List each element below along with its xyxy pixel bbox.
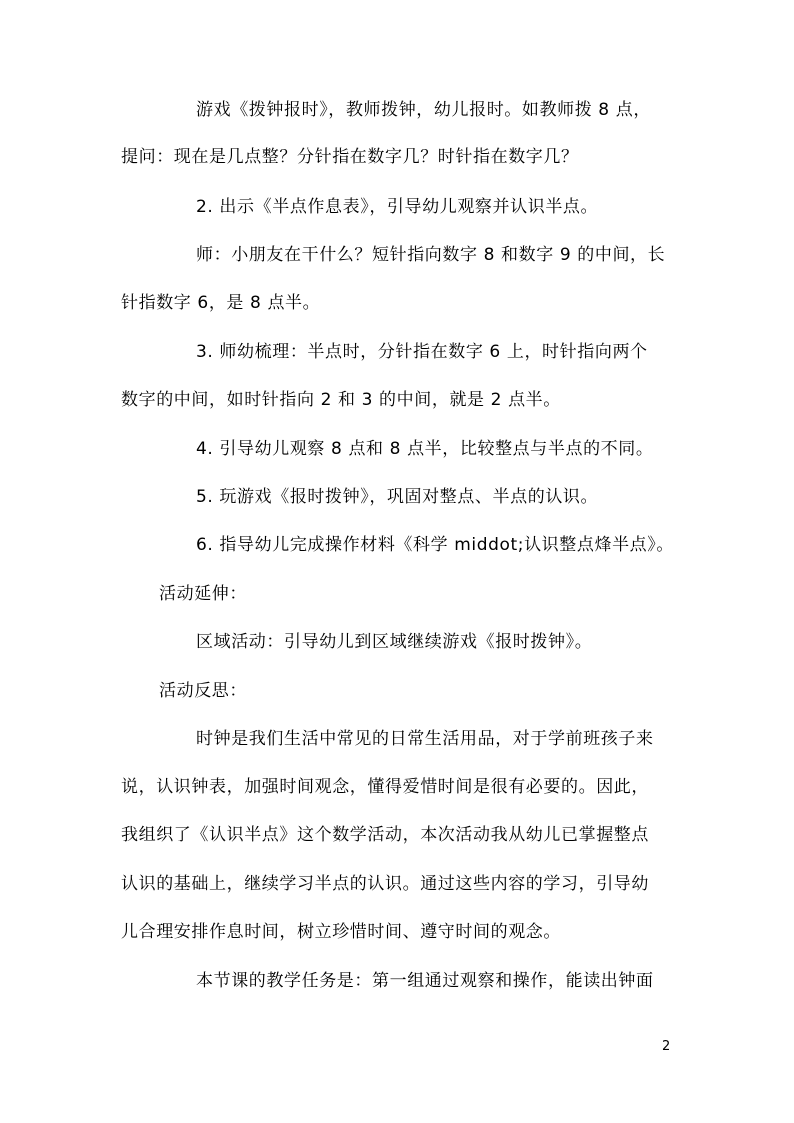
text-line: 我组织了《认识半点》这个数学活动，本次活动我从幼儿已掌握整点 — [121, 825, 649, 845]
text-line: 时钟是我们生活中常见的日常生活用品，对于学前班孩子来 — [196, 729, 654, 749]
text-line: 游戏《拨钟报时》，教师拨钟，幼儿报时。如教师拨 8 点， — [196, 100, 651, 120]
text-line: 说，认识钟表，加强时间观念，懂得爱惜时间是很有必要的。因此， — [121, 777, 649, 797]
text-line: 认识的基础上，继续学习半点的认识。通过这些内容的学习，引导幼 — [121, 874, 649, 894]
text-line: 本节课的教学任务是：第一组通过观察和操作，能读出钟面 — [196, 971, 654, 991]
text-line: 3. 师幼梳理：半点时，分针指在数字 6 上，时针指向两个 — [196, 342, 648, 362]
text-line: 5. 玩游戏《报时拨钟》，巩固对整点、半点的认识。 — [196, 487, 599, 507]
text-line: 儿合理安排作息时间，树立珍惜时间、遵守时间的观念。 — [121, 922, 561, 942]
section-heading: 活动延伸： — [159, 584, 247, 604]
text-line: 针指数字 6，是 8 点半。 — [121, 293, 321, 313]
page-number: 2 — [662, 1039, 671, 1054]
text-line: 区域活动：引导幼儿到区域继续游戏《报时拨钟》。 — [196, 632, 593, 652]
text-line: 4. 引导幼儿观察 8 点和 8 点半，比较整点与半点的不同。 — [196, 439, 654, 459]
section-heading: 活动反思： — [159, 681, 247, 701]
text-line: 数字的中间，如时针指向 2 和 3 的中间，就是 2 点半。 — [121, 390, 561, 410]
text-line: 师：小朋友在干什么？短针指向数字 8 和数字 9 的中间，长 — [196, 245, 666, 265]
text-line: 6. 指导幼儿完成操作材料《科学 middot;认识整点烽半点》。 — [196, 535, 674, 555]
text-line: 提问：现在是几点整？分针指在数字几？时针指在数字几？ — [121, 147, 579, 167]
text-line: 2. 出示《半点作息表》，引导幼儿观察并认识半点。 — [196, 197, 599, 217]
